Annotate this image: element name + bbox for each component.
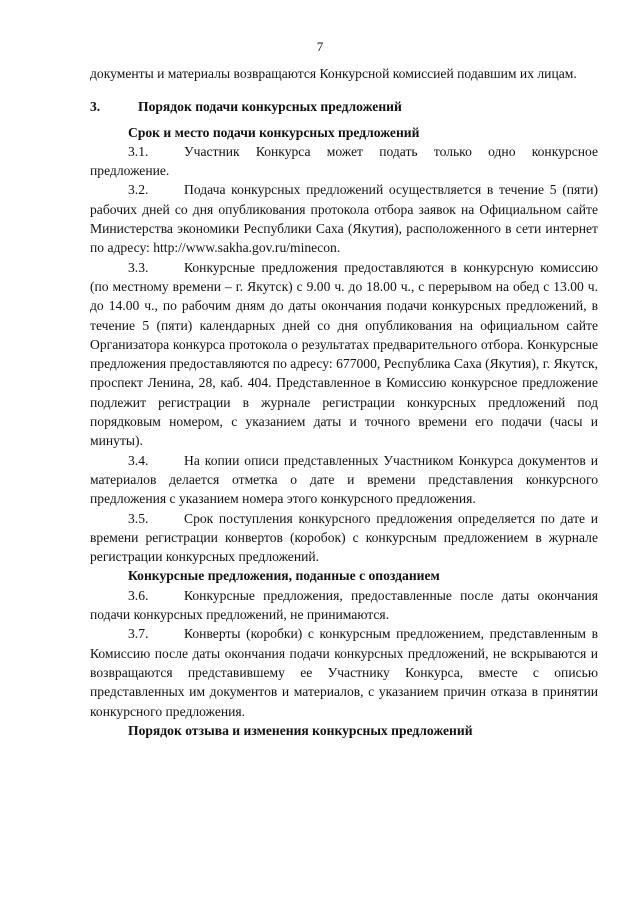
document-body: [90, 64, 598, 740]
clause-number: 3.5.: [128, 510, 149, 526]
clause-text: Конкурсные предложения, предоставленные после даты окончания подачи конкурсных предложений, не принимаются.: [90, 587, 598, 623]
clause-3-7: [90, 624, 598, 720]
clause-3-2: [90, 180, 598, 257]
clause-number: 3.4.: [128, 452, 149, 468]
section-number: 3.: [90, 99, 101, 115]
clause-number: 3.1.: [128, 143, 149, 159]
subsection-heading-deadline: Срок и место подачи конкурсных предложений: [128, 124, 420, 140]
clause-text: На копии описи представленных Участником Конкурса документов и материалов делается отметка о дате и времени представления конкурсного предложения с указанием номера этого конкурсного предложения.: [90, 452, 598, 507]
section-title: Порядок подачи конкурсных предложений: [138, 99, 402, 115]
intro-paragraph: документы и материалы возвращаются Конкурсной комиссией подавшим их лицам.: [90, 66, 577, 81]
clause-text: Конкурсные предложения предоставляются в конкурсную комиссию (по местному времени – г. Якутск) с 9.00 ч. до 18.00 ч., с перерывом на обед с 13.00 ч. до 14.00 ч., по рабочим дням до даты окончания подачи конкурсных предложений, в течение 5 (пяти) календарных дней со дня опубликования на официальном сайте Организатора конкурса протокола о результатах предварительного отбора. Конкурсные предложения предоставляются по адресу: 677000, Республика Саха (Якутия), г. Якутск, проспект Ленина, 28, каб. 404. Представленное в Комиссию конкурсное предложение подлежит регистрации в журнале регистрации конкурсных предложений под порядковым номером, с указанием даты и точного времени его подачи (часы и минуты).: [90, 259, 598, 449]
clause-number: 3.6.: [128, 587, 149, 603]
page-number: 7: [316, 39, 324, 54]
section-heading: [90, 97, 598, 116]
clause-text: Подача конкурсных предложений осуществляется в течение 5 (пяти) рабочих дней со дня опубликования протокола отбора заявок на Официальном сайте Министерства экономики Республики Саха (Якутия), расположенного в сети интернет по адресу: http://www.sakha.gov.ru/minecon.: [90, 182, 598, 256]
clause-number: 3.7.: [128, 626, 149, 642]
clause-3-6: [90, 586, 598, 625]
subsection-heading-late: Конкурсные предложения, поданные с опозданием: [128, 568, 440, 584]
clause-number: 3.3.: [128, 259, 149, 275]
clause-text: Конверты (коробки) с конкурсным предложением, представленным в Комиссию после даты окончания подачи конкурсных предложений, не вскрываются и возвращаются представившему ее Участнику Конкурса, вместе с описью представленных им документов и материалов, с указанием причин отказа в принятии конкурсного предложения.: [90, 626, 598, 719]
clause-3-3: [90, 258, 598, 451]
clause-3-1: [90, 142, 598, 181]
clause-3-5: [90, 509, 598, 567]
clause-text: Участник Конкурса может подать только одно конкурсное предложение.: [90, 143, 598, 179]
clause-text: Срок поступления конкурсного предложения определяется по дате и времени регистрации конвертов (коробок) с конкурсным предложением в журнале регистрации конкурсных предложений.: [90, 510, 598, 565]
clause-3-4: [90, 451, 598, 509]
subsection-heading-withdrawal: Порядок отзыва и изменения конкурсных предложений: [128, 722, 473, 738]
clause-number: 3.2.: [128, 182, 149, 198]
